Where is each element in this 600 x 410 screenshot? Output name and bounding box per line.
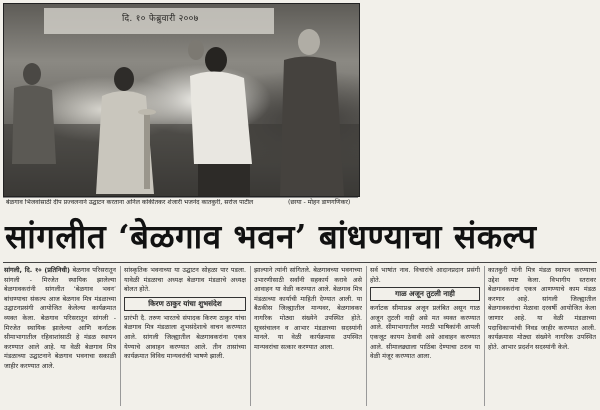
person-right-head [298,29,320,55]
column-divider [120,266,121,406]
lamp-stand [144,114,150,189]
article-column-4 [370,266,480,408]
column-text: प्रारंभी दै. तरुण भारतचे संपादक किरण ठाकुर यांचा बेळगाव मित्र मंडळाला शुभसंदेशाचे वाचन करण्यात आले. सांगली जिल्ह्यातील बेळगावकरांना एकत्र येण्याचे आवाहन करण्यात आले. तीन तासांच्या कार्यक्रमात विविध मान्यवरांची भाषणे झाली. [124,313,246,361]
column-divider [484,266,485,406]
person-left-body [12,85,56,164]
person-man-trousers [198,164,250,196]
article-column-5 [488,266,596,408]
article-column-1 [4,266,116,408]
column-text: कर्नाटक सीमाप्रश्न अजून प्रलंबित असून गाळ अजून तुटली नाही असे मत व्यक्त करण्यात आले. सीमाभागातील मराठी भाषिकांनी आपली एकजूट कायम ठेवावी असे आवाहन करण्यात आले. सीमालढ्याला पाठिंबा देण्याचा ठराव या वेळी मंजूर करण्यात आला. [370,304,480,361]
column-text: सर्व भाषांत नाव. विचारांचे आदानप्रदान प्रसंगी होते. [370,266,480,284]
column-divider [366,266,367,406]
news-photo [3,3,360,197]
photo-scene [4,4,359,196]
lamp-top [138,109,156,115]
caption-divider [3,197,358,198]
column-text: झाल्याने त्यांनी सांगितले. बेळगावच्या भवनाच्या उभारणीसाठी सर्वांनी सहकार्य करावे असे आवाहन या वेळी करण्यात आले. बेळगाव मित्र मंडळाच्या कार्याची माहिती देण्यात आली. या बैठकीस जिल्ह्यातील मान्यवर, बेळगावकर नागरिक मोठ्या संख्येने उपस्थित होते. सूत्रसंचालन व आभार मंडळाच्या सदस्यांनी मानले. या वेळी कार्यक्रमास उपस्थित मान्यवरांचा सत्कार करण्यात आला. [254,266,362,351]
subheading-box: किरण ठाकुर यांचा शुभसंदेश [124,297,246,311]
dateline: सांगली, दि. १० (प्रतिनिधी) [4,266,70,274]
photo-caption: बेळगाव भिजवांसाठी दीप प्रज्वलनाने उद्घाटन करताना अनिल कोकीतकर शेजारी भजनंद कातकुरी, सरोज पाटील [6,199,254,206]
person-woman-head [114,67,134,91]
banner-text: दि. १० फेब्रुवारी २००७ [122,14,199,24]
headline-rule [3,262,597,263]
person-left-head [23,63,41,85]
headline: सांगलीत ‘बेळगाव भवन’ बांधण्याचा संकल्प [5,217,537,256]
subheading-box: गाळ अजून तुटली नाही [370,287,480,301]
article-column-2 [124,266,246,408]
photo-credit: (छाया - मोहन डाणगणिकर) [288,199,351,206]
column-divider [250,266,251,406]
person-man-shirt [190,71,252,164]
column-text: सांस्कृतिक भवनाच्या या उद्घाटन सोहळा पार पडला. यावेळी मंडळाचा अध्यक्ष बेळगाव मंडळाचे अध्यक्ष बोलत होते. [124,266,246,294]
column-text: बेळगाव परिसरातून सांगली - मिरजेत स्थायिक झालेल्या बेळगावकरांनी सांगलीत ‘बेळगाव भवन’ बांधण्याचा संकल्प आज बेळगाव मित्र मंडळाच्या उद्घाटनप्रसंगी आयोजित केलेल्या कार्यक्रमात व्यक्त केला. बेळगाव परिसरातून सांगली - मिरजेत स्थायिक झालेल्या आणि कर्नाटक सीमाभागातील रहिवाशांसाठी हे मंडळ स्थापन करण्यात आले आहे. या वेळी बेळगाव मित्र मंडळाच्या उद्घाटनाने बेळगाव भवनाचा सकाळी जाहीर करण्यात आले. [4,266,116,370]
article-column-3 [254,266,362,408]
person-man-head [205,47,227,73]
column-text: कातकुरी यांनी मित्र मंडळ स्थापन करण्याचा उद्देश स्पष्ट केला. विभागीय स्तरावर बेळगावकरांना एकत्र आणण्याचे काम मंडळ करणार आहे. सांगली जिल्ह्यातील बेळगावकरांचा मेळावा दरवर्षी आयोजित केला जाणार आहे. या वेळी मंडळाच्या पदाधिकाऱ्यांची निवड जाहीर करण्यात आली. कार्यक्रमास मोठ्या संख्येने नागरिक उपस्थित होते. आभार प्रदर्शन सदस्यांनी केले. [488,266,596,351]
person-right-body [280,56,344,196]
person-back-head [188,40,204,60]
